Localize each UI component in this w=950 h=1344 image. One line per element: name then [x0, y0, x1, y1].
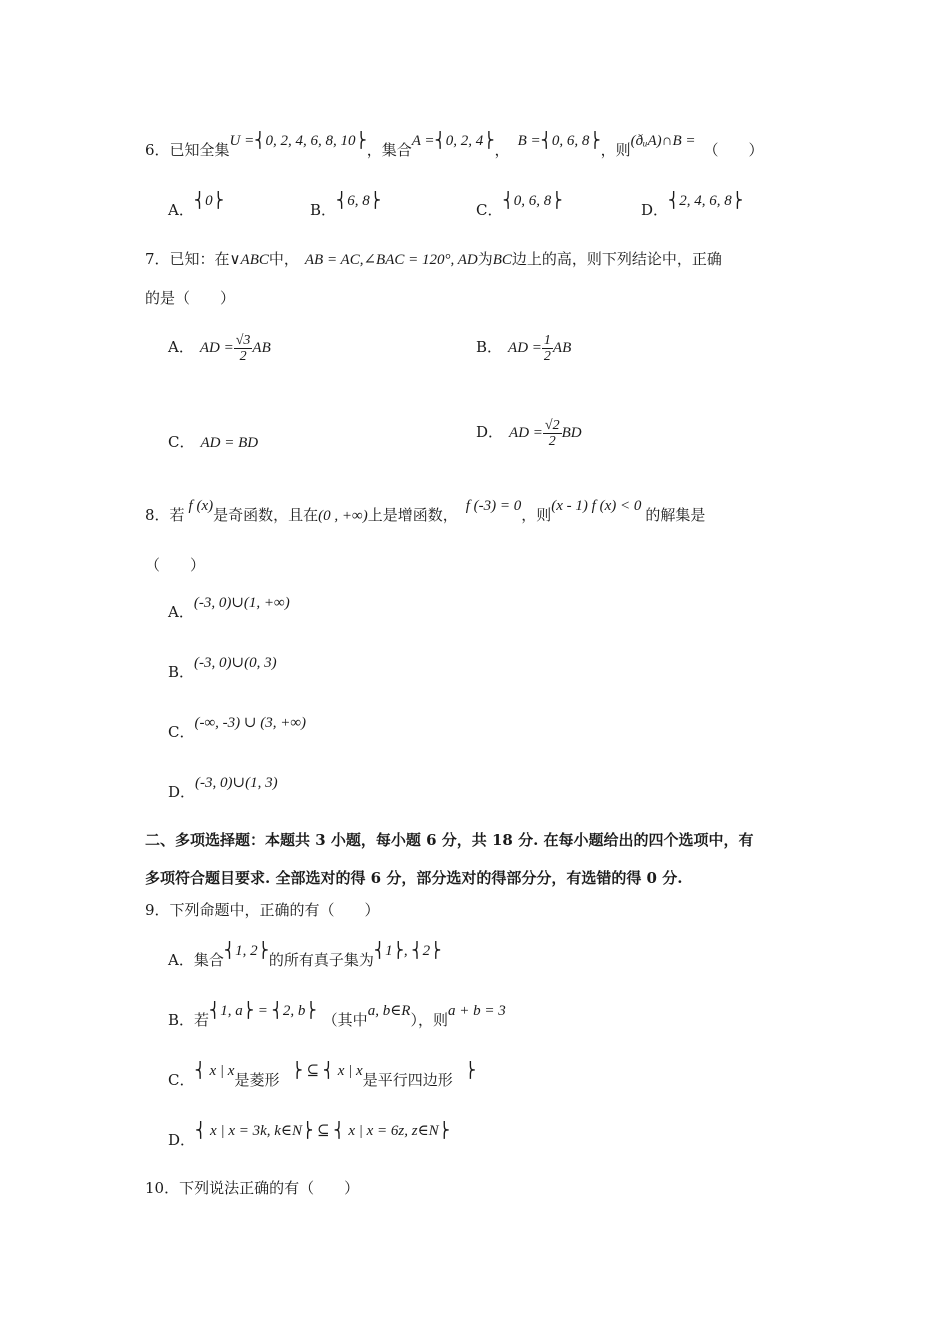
q9-option-b-text1: 若 [194, 1011, 210, 1029]
q6-paren: （ ） [703, 141, 764, 159]
q8-stem-b: 是奇函数，且在 [213, 506, 319, 524]
section2-line1: 二、多项选择题：本题共 3 小题，每小题 6 分，共 18 分. 在每小题给出的四个选项中，有 [145, 831, 754, 849]
q6-option-d-value: ⎨2, 4, 6, 8⎬ [668, 193, 744, 209]
q7-option-b-fraction [542, 333, 553, 364]
q9-option-b-text2: （其中 [322, 1011, 368, 1029]
q7-stem-b: 中， [268, 250, 299, 268]
q6-sep: ， [494, 141, 510, 159]
q7-stem-e: 的是（ ） [145, 289, 236, 307]
q9-option-a-text2: 的所有真子集为 [268, 951, 374, 969]
q6-expression: (ðᵤA)∩B = [630, 133, 696, 149]
q9-option-b-result: a + b = 3 [447, 1003, 506, 1019]
q7-option-a [168, 325, 271, 370]
q8-paren-text: （ ） [145, 556, 206, 574]
q8-option-a [168, 595, 290, 623]
q8-option-a-label: A． [168, 603, 194, 621]
q8-interval: (0 , +∞) [318, 508, 368, 524]
q8-option-b-label: B． [168, 663, 195, 681]
q6-option-a-label: A． [168, 201, 194, 219]
q9-option-c [168, 1063, 476, 1091]
q6-option-c-label: C． [476, 201, 503, 219]
q8-function: f (x) [188, 498, 214, 514]
q9-option-c-set1: ⎨ x | x [194, 1063, 235, 1079]
q9-option-b-label: B． [168, 1011, 195, 1029]
q7-option-a-num: √3 [235, 332, 251, 348]
q9-option-b-expr: ⎨1, a⎬ = ⎨2, b⎬ [209, 1003, 317, 1019]
q8-option-d [168, 775, 278, 803]
q6-option-a-value: ⎨0⎬ [193, 193, 224, 209]
q7-option-c [168, 432, 258, 453]
q9-option-c-text2: 是平行四边形 [362, 1071, 453, 1089]
q7-condition: AB = AC,∠BAC = 120°, AD [304, 252, 478, 268]
q8-option-d-value: (-3, 0)∪(1, 3) [195, 775, 278, 791]
q9-option-d-expr: ⎨ x | x = 3k, k∈N⎬ ⊆ ⎨ x | x = 6z, z∈N⎬ [195, 1123, 450, 1139]
q7-option-a-den: 2 [239, 348, 247, 364]
q7-option-b [476, 325, 571, 370]
q8-option-b [168, 655, 277, 683]
q8-inequality: (x - 1) f (x) < 0 [551, 498, 642, 514]
q7-option-d [476, 410, 582, 455]
q7-option-a-rhs: AB [252, 340, 271, 356]
q6-option-b-label: B． [310, 201, 337, 219]
q8-option-b-value: (-3, 0)∪(0, 3) [194, 655, 277, 671]
q6-option-b-value: ⎨6, 8⎬ [336, 193, 382, 209]
q6-option-c [476, 193, 563, 221]
q8-option-a-value: (-3, 0)∪(1, +∞) [193, 595, 290, 611]
q7-option-a-fraction [234, 333, 253, 364]
q8-stem-c: 上是增函数， [367, 506, 458, 524]
q6-option-a [168, 193, 224, 221]
q7-bc: BC [492, 252, 512, 268]
q9-option-b-cond: a, b∈R [367, 1003, 411, 1019]
q8-stem [145, 498, 706, 526]
q9-option-d [168, 1123, 450, 1151]
q7-stem-a: 7．已知：在 [145, 250, 230, 268]
q7-triangle: ∨ABC [229, 252, 269, 268]
q7-option-b-label: B． [476, 338, 503, 356]
q6-set-U: U =⎨0, 2, 4, 6, 8, 10⎬ [229, 133, 367, 149]
q9-option-a-set: ⎨1, 2⎬ [223, 943, 269, 959]
q10-stem: 10．下列说法正确的有（ ） [145, 1179, 360, 1197]
q8-condition: f (-3) = 0 [465, 498, 522, 514]
q7-stem-d: 边上的高，则下列结论中，正确 [511, 250, 722, 268]
q6-stem-a: 6．已知全集 [145, 141, 230, 159]
q7-option-b-num: 1 [543, 332, 551, 348]
q7-option-c-value: AD = BD [200, 435, 259, 451]
q7-option-c-label: C． [168, 433, 195, 451]
q7-option-d-label: D． [476, 423, 504, 441]
q9-option-a-subsets: ⎨1⎬, ⎨2⎬ [373, 943, 442, 959]
q7-option-d-lhs: AD = [509, 425, 543, 441]
q8-stem-e: 的解集是 [645, 506, 706, 524]
q9-option-c-label: C． [168, 1071, 195, 1089]
q9-option-b-text3: ），则 [410, 1011, 448, 1029]
q8-paren [145, 555, 205, 575]
q7-option-b-lhs: AD = [508, 340, 542, 356]
q7-stem-line2 [145, 288, 235, 308]
q7-option-b-rhs: AB [552, 340, 572, 356]
q6-stem [145, 133, 764, 161]
q6-option-d [641, 193, 744, 221]
q9-option-a-text1: 集合 [193, 951, 224, 969]
q6-stem-c: ，则 [600, 141, 631, 159]
q9-option-c-end: ⎬ [464, 1063, 476, 1079]
q9-option-a-label: A． [168, 951, 194, 969]
q7-option-a-label: A． [168, 338, 194, 356]
q9-stem: 9．下列命题中，正确的有（ ） [145, 901, 380, 919]
q9-option-c-subset: ⎬ ⊆ ⎨ x | x [291, 1063, 363, 1079]
q7-stem-c: 为 [477, 250, 493, 268]
q7-option-a-lhs: AD = [199, 340, 234, 356]
q9-option-a [168, 943, 442, 971]
q6-set-B: B =⎨0, 6, 8⎬ [517, 133, 601, 149]
q8-option-c [168, 715, 307, 743]
q6-stem-b: ，集合 [366, 141, 412, 159]
q7-stem [145, 249, 722, 270]
q6-option-c-value: ⎨0, 6, 8⎬ [502, 193, 563, 209]
q6-option-b [310, 193, 382, 221]
q8-option-d-label: D． [168, 783, 196, 801]
q8-option-c-value: (-∞, -3) ∪ (3, +∞) [194, 715, 307, 731]
q8-stem-d: ，则 [521, 506, 552, 524]
q7-option-d-num: √2 [544, 417, 560, 433]
q7-option-d-fraction [543, 418, 562, 449]
q9-option-c-text1: 是菱形 [234, 1071, 280, 1089]
q9-option-d-label: D． [168, 1131, 196, 1149]
q7-option-d-den: 2 [548, 433, 556, 449]
q6-option-d-label: D． [641, 201, 669, 219]
q8-stem-a: 8．若 [145, 506, 185, 524]
q7-option-b-den: 2 [543, 348, 551, 364]
q6-set-A: A =⎨0, 2, 4⎬ [411, 133, 495, 149]
q9-option-b [168, 1003, 506, 1031]
q7-option-d-rhs: BD [561, 425, 582, 441]
q8-option-c-label: C． [168, 723, 195, 741]
section2-line2: 多项符合题目要求. 全部选对的得 6 分，部分选对的得部分分，有选错的得 0 分. [145, 869, 683, 887]
